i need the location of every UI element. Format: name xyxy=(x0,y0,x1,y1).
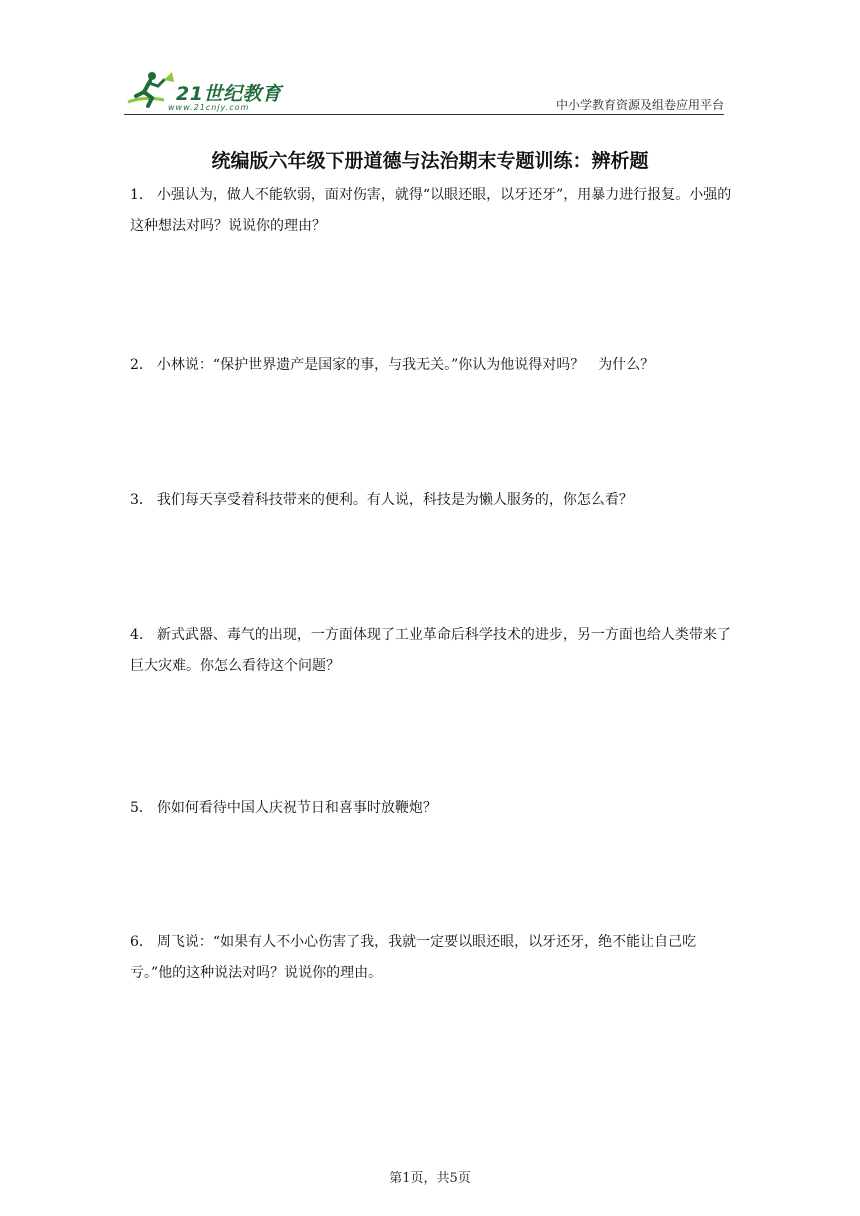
question-number: 4． xyxy=(130,627,153,643)
question-number: 2． xyxy=(130,357,153,373)
question-6 xyxy=(130,927,734,989)
question-2 xyxy=(130,350,734,381)
question-text: 你如何看待中国人庆祝节日和喜事时放鞭炮？ xyxy=(156,800,437,816)
question-number: 6． xyxy=(130,934,153,950)
question-4 xyxy=(130,620,734,682)
question-1 xyxy=(130,180,734,242)
page-title: 统编版六年级下册道德与法治期末专题训练：辨析题 xyxy=(211,150,649,172)
question-text: 周飞说：“如果有人不小心伤害了我，我就一定要以眼还眼，以牙还牙，绝不能让自己吃亏。”他的这种说法对吗？说说你的理由。 xyxy=(130,934,697,981)
question-5 xyxy=(130,793,734,824)
question-number: 3． xyxy=(130,492,153,508)
logo-url: www.21cnjy.com xyxy=(168,103,250,112)
logo xyxy=(124,66,294,116)
page-footer: 第1页，共5页 xyxy=(389,1171,471,1186)
platform-name: 中小学教育资源及组卷应用平台 xyxy=(555,98,724,112)
question-text: 我们每天享受着科技带来的便利。有人说，科技是为懒人服务的，你怎么看？ xyxy=(156,492,633,508)
question-3 xyxy=(130,485,734,516)
question-number: 1． xyxy=(130,187,153,203)
header-divider xyxy=(124,114,724,115)
logo-text: 21世纪教育 xyxy=(176,83,282,105)
page-header xyxy=(124,66,724,116)
question-text: 小强认为，做人不能软弱，面对伤害，就得“以眼还眼，以牙还牙”，用暴力进行报复。小强的这种想法对吗？说说你的理由？ xyxy=(130,187,732,234)
question-text: 小林说：“保护世界遗产是国家的事，与我无关。”你认为他说得对吗？ 为什么？ xyxy=(156,357,655,373)
question-number: 5． xyxy=(130,800,153,816)
question-text: 新式武器、毒气的出现，一方面体现了工业革命后科学技术的进步，另一方面也给人类带来了巨大灾难。你怎么看待这个问题？ xyxy=(130,627,731,674)
